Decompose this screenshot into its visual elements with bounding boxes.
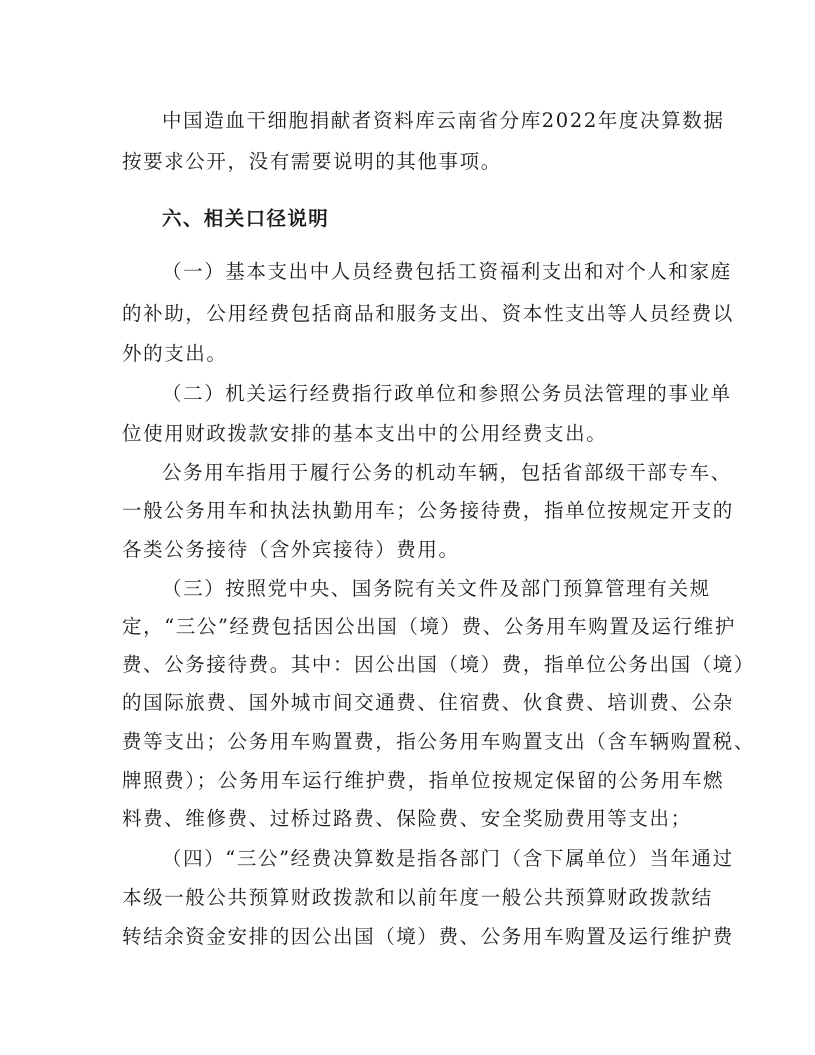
- paragraph-line: 按要求公开，没有需要说明的其他事项。: [122, 150, 502, 173]
- paragraph-line: 一般公务用车和执法执勤用车；公务接待费，指单位按规定开支的: [122, 499, 734, 522]
- paragraph-line: 费等支出；公务用车购置费，指公务用车购置支出（含车辆购置税、: [122, 730, 756, 753]
- paragraph-line: （三）按照党中央、国务院有关文件及部门预算管理有关规: [162, 577, 711, 600]
- paragraph-line: 料费、维修费、过桥过路费、保险费、安全奖励费用等支出；: [122, 807, 692, 830]
- paragraph-line: 位使用财政拨款安排的基本支出中的公用经费支出。: [122, 422, 608, 445]
- paragraph-line: 各类公务接待（含外宾接待）费用。: [122, 538, 460, 561]
- paragraph-line: 牌照费）；公务用车运行维护费，指单位按规定保留的公务用车燃: [122, 769, 725, 792]
- paragraph-line: （四）“三公”经费决算数是指各部门（含下属单位）当年通过: [162, 847, 734, 870]
- paragraph-line: 定，“三公”经费包括因公出国（境）费、公务用车购置及运行维护: [122, 615, 736, 638]
- section-heading: 六、相关口径说明: [162, 207, 330, 230]
- paragraph-line: 外的支出。: [122, 342, 228, 365]
- paragraph-line: （二）机关运行经费指行政单位和参照公务员法管理的事业单: [162, 382, 732, 405]
- paragraph-line: 本级一般公共预算财政拨款和以前年度一般公共预算财政拨款结: [122, 886, 713, 909]
- paragraph-line: 中国造血干细胞捐献者资料库云南省分库2022年度决算数据: [162, 109, 725, 132]
- paragraph-line: 公务用车指用于履行公务的机动车辆，包括省部级干部专车、: [162, 461, 732, 484]
- paragraph-line: 的国际旅费、国外城市间交通费、住宿费、伙食费、培训费、公杂: [122, 691, 734, 714]
- paragraph-line: 转结余资金安排的因公出国（境）费、公务用车购置及运行维护费: [122, 925, 734, 948]
- paragraph-line: （一）基本支出中人员经费包括工资福利支出和对个人和家庭: [162, 260, 732, 283]
- paragraph-line: 费、公务接待费。其中：因公出国（境）费，指单位公务出国（境）: [122, 653, 756, 676]
- paragraph-line: 的补助，公用经费包括商品和服务支出、资本性支出等人员经费以: [122, 302, 734, 325]
